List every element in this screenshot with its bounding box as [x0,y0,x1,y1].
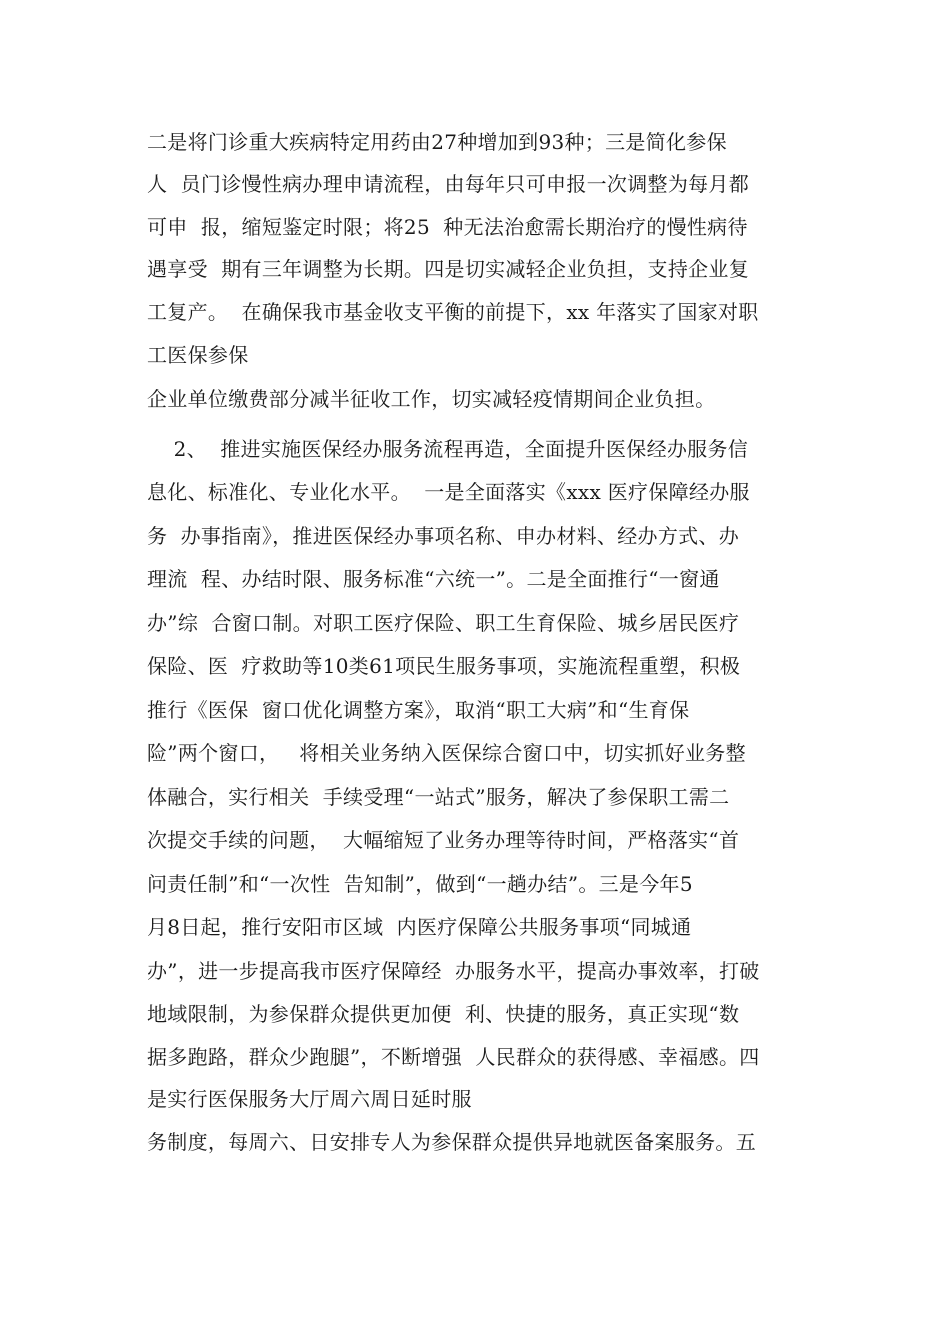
text-line-4: 遇享受 期有三年调整为长期。四是切实减轻企业负担，支持企业复 [147,257,750,281]
text-line-1: 二是将门诊重大疾病特定用药由27种增加到93种；三是简化参保 [147,130,727,154]
text-line-15: 险”两个窗口， 将相关业务纳入医保综合窗口中，切实抓好业务整 [147,741,746,765]
text-line-5: 工复产。 在确保我市基金收支平衡的前提下，xx 年落实了国家对职 [147,300,759,324]
text-line-14: 推行《医保 窗口优化调整方案》，取消“职工大病”和“生育保 [147,698,690,722]
text-line-22: 据多跑路，群众少跑腿”，不断增强 人民群众的获得感、幸福感。四 [147,1045,760,1069]
text-line-24: 务制度，每周六、日安排专人为参保群众提供异地就医备案服务。五 [147,1130,756,1154]
text-line-20: 办”，进一步提高我市医疗保障经 办服务水平，提高办事效率，打破 [147,959,760,983]
text-line-17: 次提交手续的问题， 大幅缩短了业务办理等待时间，严格落实“首 [147,828,740,852]
text-line-10: 务 办事指南》，推进医保经办事项名称、申办材料、经办方式、办 [147,524,740,548]
text-line-19: 月8日起，推行安阳市区域 内医疗保障公共服务事项“同城通 [147,915,692,939]
text-line-9: 息化、标准化、专业化水平。 一是全面落实《xxx 医疗保障经办服 [147,480,750,504]
text-line-18: 问责任制”和“一次性 告知制”，做到“一趟办结”。三是今年5 [147,872,693,896]
text-line-7: 企业单位缴费部分减半征收工作，切实减轻疫情期间企业负担。 [147,387,716,411]
text-line-16: 体融合，实行相关 手续受理“一站式”服务，解决了参保职工需二 [147,785,730,809]
text-line-12: 办”综 合窗口制。对职工医疗保险、职工生育保险、城乡居民医疗 [147,611,740,635]
text-line-8: 2、 推进实施医保经办服务流程再造，全面提升医保经办服务信 [147,437,749,461]
text-line-6: 工医保参保 [147,343,249,367]
text-line-13: 保险、医 疗救助等10类61项民生服务事项，实施流程重塑，积极 [147,654,741,678]
text-line-3: 可申 报，缩短鉴定时限；将25 种无法治愈需长期治疗的慢性病待 [147,215,748,239]
text-line-21: 地域限制，为参保群众提供更加便 利、快捷的服务，真正实现“数 [147,1002,740,1026]
text-line-2: 人 员门诊慢性病办理申请流程，由每年只可申报一次调整为每月都 [147,172,750,196]
text-line-11: 理流 程、办结时限、服务标准“六统一”。二是全面推行“一窗通 [147,567,720,591]
text-line-23: 是实行医保服务大厅周六周日延时服 [147,1087,472,1111]
